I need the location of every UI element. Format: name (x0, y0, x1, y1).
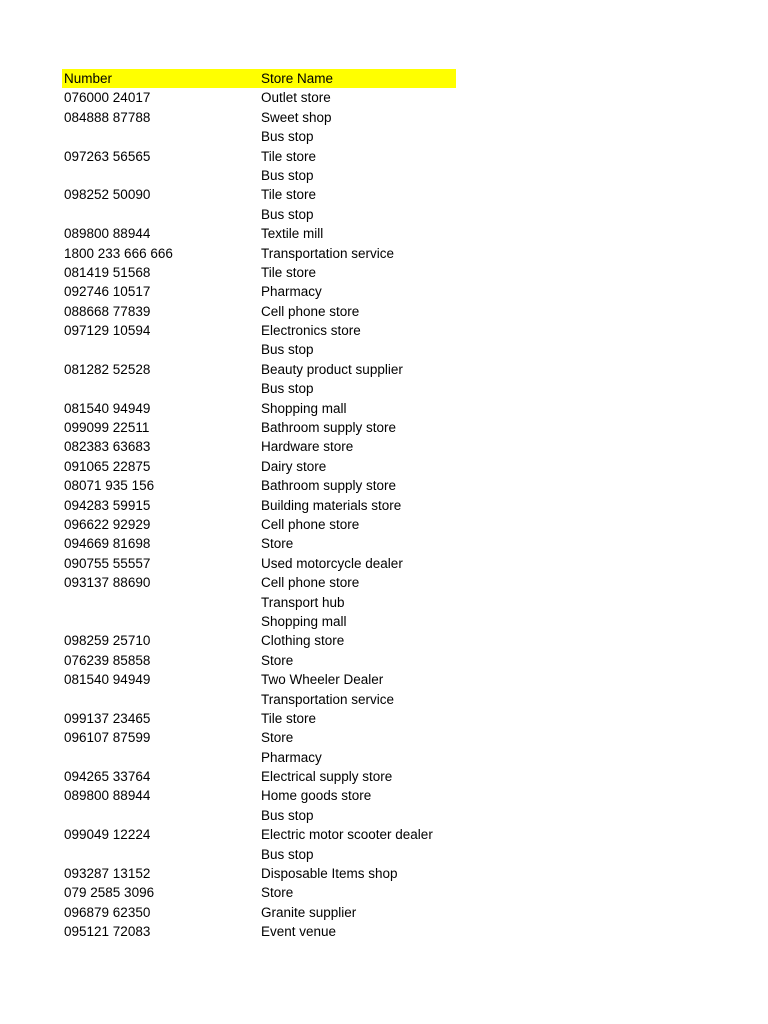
number-cell (62, 593, 259, 612)
number-cell: 099099 22511 (64, 420, 150, 436)
store-name-cell: Tile store (261, 187, 317, 203)
store-name-cell: Sweet shop (261, 109, 332, 125)
number-cell: 093287 13152 (64, 866, 151, 882)
store-name-cell: Tile store (261, 148, 317, 164)
store-name-cell: Transportation service (261, 691, 395, 707)
table-row (62, 903, 456, 922)
number-cell: 097129 10594 (64, 323, 151, 339)
number-cell: 096879 62350 (64, 904, 151, 920)
table-row (62, 748, 456, 767)
table-row (62, 786, 456, 805)
store-table (62, 69, 456, 942)
number-cell (62, 806, 259, 825)
store-name-cell: Pharmacy (261, 284, 322, 300)
header-store-name: Store Name (261, 71, 334, 86)
table-row (62, 340, 456, 359)
table-row (62, 709, 456, 728)
number-cell: 082383 63683 (64, 439, 151, 455)
table-row (62, 166, 456, 185)
store-name-cell: Beauty product supplier (261, 361, 403, 377)
store-name-cell: Bathroom supply store (261, 478, 397, 494)
store-name-cell: Two Wheeler Dealer (261, 672, 384, 688)
number-cell: 091065 22875 (64, 458, 151, 474)
number-cell: 094283 59915 (64, 497, 151, 513)
number-cell: 094265 33764 (64, 769, 151, 785)
table-row (62, 864, 456, 883)
store-name-cell: Home goods store (261, 788, 372, 804)
table-row (62, 418, 456, 437)
number-cell: 08071 935 156 (64, 478, 155, 494)
number-cell (62, 127, 259, 146)
number-cell (62, 166, 259, 185)
number-cell: 1800 233 666 666 (64, 245, 173, 261)
store-name-cell: Hardware store (261, 439, 354, 455)
store-name-cell: Bus stop (261, 167, 314, 183)
store-name-cell: Cell phone store (261, 575, 360, 591)
number-cell: 094669 81698 (64, 536, 151, 552)
store-name-cell: Building materials store (261, 497, 402, 513)
number-cell: 099049 12224 (64, 827, 151, 843)
number-cell: 097263 56565 (64, 148, 151, 164)
number-cell: 098259 25710 (64, 633, 151, 649)
number-cell: 081540 94949 (64, 400, 151, 416)
table-row (62, 321, 456, 340)
store-name-cell: Outlet store (261, 90, 331, 106)
number-cell: 093137 88690 (64, 575, 151, 591)
store-name-cell: Dairy store (261, 458, 327, 474)
table-row (62, 205, 456, 224)
table-row (62, 263, 456, 282)
number-cell: 081540 94949 (64, 672, 151, 688)
store-name-cell: Store (261, 652, 294, 668)
number-cell: 088668 77839 (64, 303, 151, 319)
store-name-cell: Tile store (261, 264, 317, 280)
number-cell: 096622 92929 (64, 516, 151, 532)
table-body (62, 88, 456, 941)
table-row (62, 108, 456, 127)
table-row (62, 185, 456, 204)
table-row (62, 728, 456, 747)
table-row (62, 399, 456, 418)
store-name-cell: Cell phone store (261, 303, 360, 319)
store-name-cell: Used motorcycle dealer (261, 555, 403, 571)
table-row (62, 845, 456, 864)
store-name-cell: Tile store (261, 710, 317, 726)
table-row (62, 573, 456, 592)
number-cell: 095121 72083 (64, 924, 151, 940)
store-name-cell: Shopping mall (261, 613, 347, 629)
number-cell: 096107 87599 (64, 730, 151, 746)
table-row (62, 612, 456, 631)
number-cell (62, 845, 259, 864)
number-cell: 098252 50090 (64, 187, 151, 203)
number-cell: 084888 87788 (64, 109, 151, 125)
table-row (62, 767, 456, 786)
number-cell: 090755 55557 (64, 555, 151, 571)
table-row (62, 244, 456, 263)
store-name-cell: Event venue (261, 924, 337, 940)
table-row (62, 437, 456, 456)
store-name-cell: Granite supplier (261, 904, 357, 920)
number-cell: 076000 24017 (64, 90, 151, 106)
table-row (62, 282, 456, 301)
store-name-cell: Bus stop (261, 846, 314, 862)
table-row (62, 806, 456, 825)
table-row (62, 593, 456, 612)
store-name-cell: Electrical supply store (261, 769, 393, 785)
store-name-cell: Transportation service (261, 245, 395, 261)
table-row (62, 360, 456, 379)
number-cell (62, 379, 259, 398)
number-cell (62, 748, 259, 767)
table-row (62, 302, 456, 321)
store-name-cell: Cell phone store (261, 516, 360, 532)
store-name-cell: Bus stop (261, 381, 314, 397)
table-row (62, 690, 456, 709)
store-name-cell: Bathroom supply store (261, 420, 397, 436)
table-row (62, 457, 456, 476)
table-row (62, 651, 456, 670)
store-name-cell: Clothing store (261, 633, 345, 649)
store-name-cell: Bus stop (261, 206, 314, 222)
table-row (62, 631, 456, 650)
number-cell: 089800 88944 (64, 226, 151, 242)
table-row (62, 127, 456, 146)
table-row (62, 88, 456, 107)
table-row (62, 147, 456, 166)
number-cell: 076239 85858 (64, 652, 151, 668)
header-number: Number (64, 71, 113, 86)
number-cell (62, 205, 259, 224)
store-name-cell: Shopping mall (261, 400, 347, 416)
number-cell: 081282 52528 (64, 361, 151, 377)
store-name-cell: Bus stop (261, 342, 314, 358)
number-cell (62, 340, 259, 359)
table-row (62, 825, 456, 844)
number-cell: 081419 51568 (64, 264, 151, 280)
store-name-cell: Bus stop (261, 807, 314, 823)
store-name-cell: Bus stop (261, 129, 314, 145)
store-name-cell: Transport hub (261, 594, 345, 610)
table-row (62, 883, 456, 902)
table-row (62, 515, 456, 534)
table-row (62, 554, 456, 573)
store-name-cell: Store (261, 885, 294, 901)
number-cell: 099137 23465 (64, 710, 151, 726)
table-header (62, 69, 456, 88)
number-cell (62, 690, 259, 709)
table-row (62, 379, 456, 398)
store-name-cell: Electronics store (261, 323, 361, 339)
table-row (62, 224, 456, 243)
number-cell (62, 612, 259, 631)
store-name-cell: Textile mill (261, 226, 324, 242)
table-row (62, 496, 456, 515)
store-name-cell: Store (261, 536, 294, 552)
store-name-cell: Electric motor scooter dealer (261, 827, 433, 843)
table-row (62, 922, 456, 941)
number-cell: 092746 10517 (64, 284, 151, 300)
number-cell: 079 2585 3096 (64, 885, 155, 901)
table-row (62, 534, 456, 553)
store-name-cell: Disposable Items shop (261, 866, 398, 882)
number-cell: 089800 88944 (64, 788, 151, 804)
store-name-cell: Pharmacy (261, 749, 322, 765)
table-row (62, 670, 456, 689)
table-row (62, 476, 456, 495)
store-name-cell: Store (261, 730, 294, 746)
